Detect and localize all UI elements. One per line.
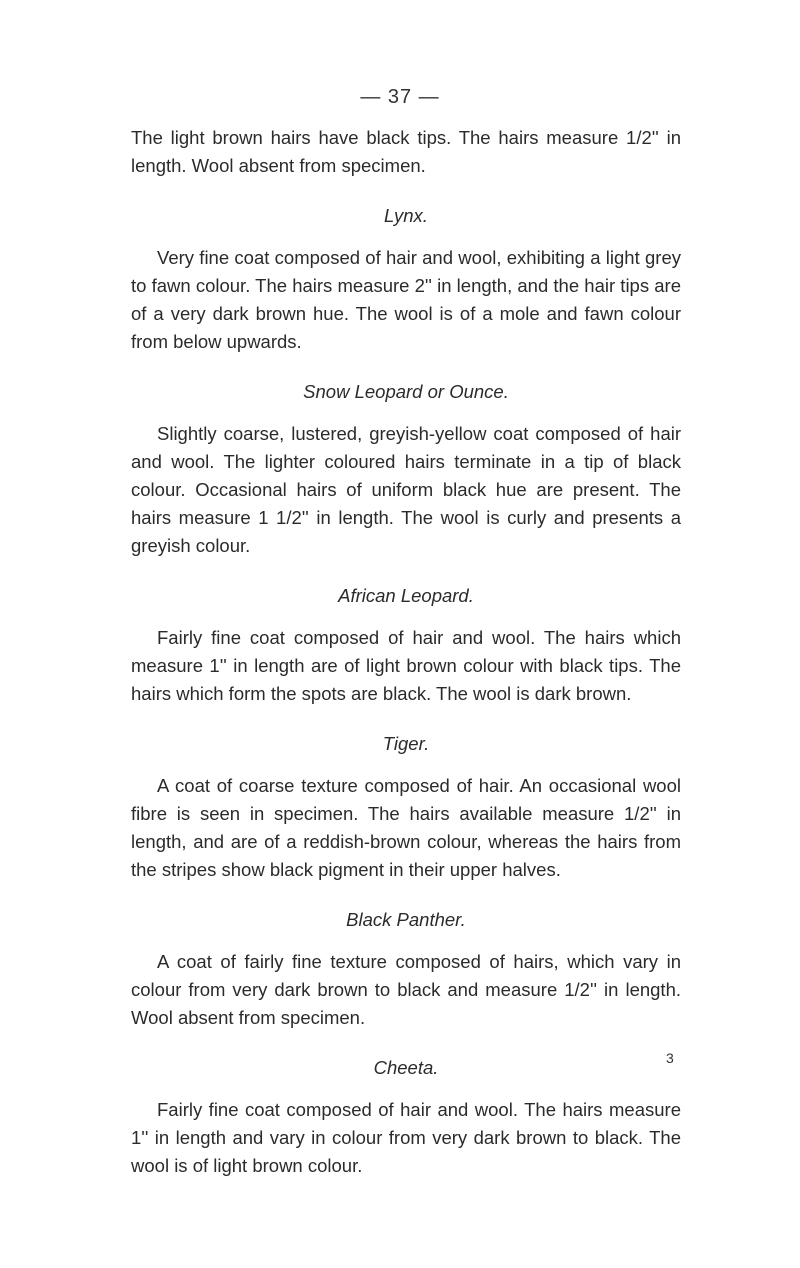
folio-number: 3 xyxy=(666,1050,674,1066)
intro-paragraph: The light brown hairs have black tips. The hairs measure 1/2'' in length. Wool absent from specimen. xyxy=(131,127,681,176)
section-paragraph-tiger: A coat of coarse texture composed of hair. An occasional wool fibre is seen in specimen. The hairs available measure 1/2'' in length, and are of a reddish-brown colour, whereas the hairs from the stripes show black pigment in their upper halves. xyxy=(131,775,681,880)
section-paragraph-snow-leopard: Slightly coarse, lustered, greyish-yellow coat composed of hair and wool. The lighter coloured hairs terminate in a tip of black colour. Occasional hairs of uniform black hue are present. The hairs measure 1 1/2'' in length. The wool is curly and presents a greyish colour. xyxy=(131,423,681,556)
section-heading-african-leopard: African Leopard. xyxy=(338,585,474,606)
section-heading-black-panther: Black Panther. xyxy=(346,909,466,930)
section-heading-cheeta: Cheeta. xyxy=(373,1057,439,1078)
section-heading-snow-leopard: Snow Leopard or Ounce. xyxy=(303,381,509,402)
section-paragraph-african-leopard: Fairly fine coat composed of hair and wool. The hairs which measure 1'' in length are of light brown colour with black tips. The hairs which form the spots are black. The wool is dark brown. xyxy=(131,627,681,704)
page-body xyxy=(131,124,681,1180)
page-number-header: — 37 — xyxy=(360,86,440,108)
section-paragraph-black-panther: A coat of fairly fine texture composed of hairs, which vary in colour from very dark brown to black and measure 1/2'' in length. Wool absent from specimen. xyxy=(131,951,681,1028)
section-paragraph-lynx: Very fine coat composed of hair and wool, exhibiting a light grey to fawn colour. The hairs measure 2'' in length, and the hair tips are of a very dark brown hue. The wool is of a mole and fawn colour from below upwards. xyxy=(131,247,681,352)
section-heading-tiger: Tiger. xyxy=(382,733,430,754)
section-paragraph-cheeta: Fairly fine coat composed of hair and wool. The hairs measure 1'' in length and vary in colour from very dark brown to black. The wool is of light brown colour. xyxy=(131,1099,681,1176)
section-heading-lynx: Lynx. xyxy=(384,205,428,226)
